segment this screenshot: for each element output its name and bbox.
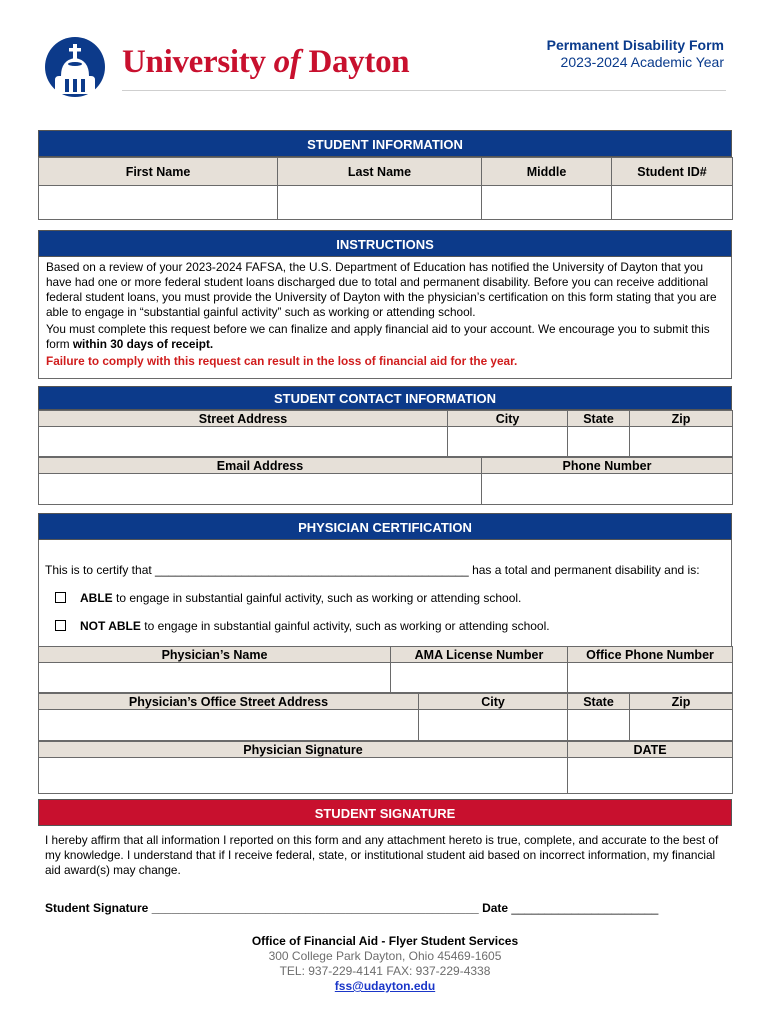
zip-field[interactable]: [630, 427, 733, 457]
university-wordmark: University of Dayton: [122, 44, 410, 80]
able-option[interactable]: ABLE to engage in substantial gainful activity, such as working or attending school.: [55, 591, 521, 605]
affirmation-text: I hereby affirm that all information I reported on this form and any attachment hereto is true, complete, and accurate to the best of my knowledge. I understand that if I receive federal, state, or institutional student aid based on incorrect information, my financial aid award(s) may change.: [45, 833, 719, 877]
student-contact-header: STUDENT CONTACT INFORMATION: [38, 386, 732, 410]
academic-year: 2023-2024 Academic Year: [560, 54, 724, 70]
physician-state-label: State: [568, 694, 630, 710]
instructions-paragraph-2: You must complete this request before we can finalize and apply financial aid to your account. We encourage you to submit this form within 30 days of receipt.: [46, 322, 710, 351]
phone-number-field[interactable]: [482, 474, 733, 505]
office-email-container: [0, 979, 770, 994]
student-id-label: Student ID#: [612, 158, 733, 186]
physician-details-table: [38, 646, 732, 794]
office-phone-field[interactable]: [568, 663, 733, 693]
instructions-paragraph-1: Based on a review of your 2023-2024 FAFSA, the U.S. Department of Education has notified the University of Dayton that you have had one or more federal student loans discharged due to total and permanent disability. Before you can receive additional federal student loans, you must provide the University of Dayton with the physician’s certification on this form stating that you are able to engage in “substantial gainful activity” such as working or attending school.: [46, 260, 717, 319]
state-label: State: [568, 411, 630, 427]
physician-certification-header: PHYSICIAN CERTIFICATION: [38, 513, 732, 540]
ama-license-label: AMA License Number: [391, 647, 568, 663]
street-address-label: Street Address: [39, 411, 448, 427]
last-name-field[interactable]: [278, 186, 482, 220]
physician-zip-field[interactable]: [630, 710, 733, 741]
header-divider: [122, 90, 726, 91]
able-checkbox[interactable]: [55, 592, 66, 603]
not-able-option[interactable]: NOT ABLE to engage in substantial gainful activity, such as working or attending school.: [55, 619, 550, 633]
state-field[interactable]: [568, 427, 630, 457]
physician-signature-field[interactable]: [39, 758, 568, 794]
student-information-section: [38, 130, 732, 220]
instructions-section: [38, 230, 732, 379]
email-address-field[interactable]: [39, 474, 482, 505]
student-id-field[interactable]: [612, 186, 733, 220]
patient-name-blank[interactable]: _______________________________________________: [155, 563, 469, 577]
form-title-block: [547, 37, 724, 71]
student-information-header: STUDENT INFORMATION: [38, 130, 732, 157]
office-email-link[interactable]: fss@udayton.edu: [334, 979, 436, 993]
office-phone-label: Office Phone Number: [568, 647, 733, 663]
physician-name-label: Physician’s Name: [39, 647, 391, 663]
middle-label: Middle: [482, 158, 612, 186]
student-date-field[interactable]: ______________________: [511, 901, 659, 915]
physician-date-label: DATE: [568, 742, 733, 758]
certify-statement: This is to certify that _______________________________________________ has a total and permanent disability and is:: [45, 563, 700, 577]
street-address-field[interactable]: [39, 427, 448, 457]
office-street-label: Physician’s Office Street Address: [39, 694, 419, 710]
phone-number-label: Phone Number: [482, 458, 733, 474]
office-phones: TEL: 937-229-4141 FAX: 937-229-4338: [279, 964, 491, 978]
physician-city-field[interactable]: [419, 710, 568, 741]
university-seal-logo: [44, 36, 106, 98]
last-name-label: Last Name: [278, 158, 482, 186]
office-street-field[interactable]: [39, 710, 419, 741]
student-signature-line: Student Signature _________________________________________________ Date ______________________: [45, 901, 659, 915]
middle-field[interactable]: [482, 186, 612, 220]
physician-name-field[interactable]: [39, 663, 391, 693]
physician-state-field[interactable]: [568, 710, 630, 741]
student-contact-section: [38, 386, 732, 505]
not-able-checkbox[interactable]: [55, 620, 66, 631]
office-address: 300 College Park Dayton, Ohio 45469-1605: [268, 949, 502, 963]
physician-city-label: City: [419, 694, 568, 710]
student-signature-section: [38, 799, 732, 826]
email-address-label: Email Address: [39, 458, 482, 474]
ama-license-field[interactable]: [391, 663, 568, 693]
physician-date-field[interactable]: [568, 758, 733, 794]
first-name-field[interactable]: [39, 186, 278, 220]
zip-label: Zip: [630, 411, 733, 427]
physician-zip-label: Zip: [630, 694, 733, 710]
instructions-header: INSTRUCTIONS: [38, 230, 732, 257]
first-name-label: First Name: [39, 158, 278, 186]
instructions-warning: Failure to comply with this request can result in the loss of financial aid for the year.: [46, 354, 518, 368]
city-label: City: [448, 411, 568, 427]
physician-signature-label: Physician Signature: [39, 742, 568, 758]
student-signature-header: STUDENT SIGNATURE: [38, 799, 732, 826]
form-title: Permanent Disability Form: [546, 37, 724, 53]
city-field[interactable]: [448, 427, 568, 457]
office-name: Office of Financial Aid - Flyer Student Services: [251, 934, 519, 948]
student-signature-field[interactable]: _________________________________________________: [151, 901, 479, 915]
